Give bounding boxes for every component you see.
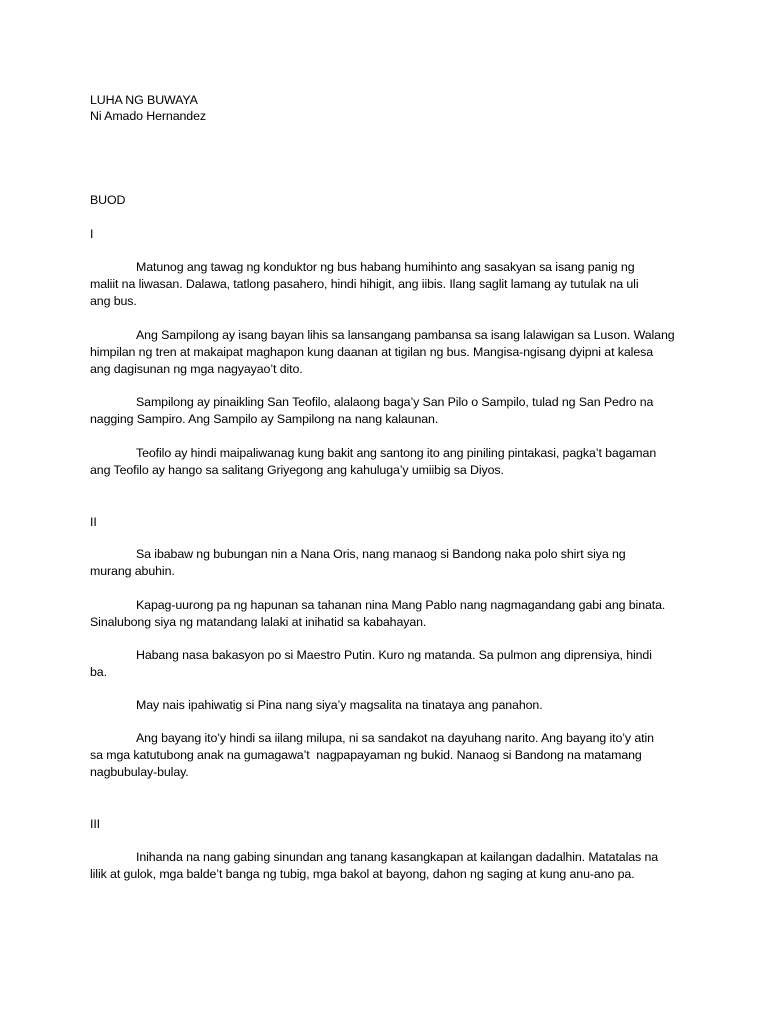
paragraph-2-2 [90, 597, 680, 631]
paragraph-1-3 [90, 394, 680, 428]
paragraph-line: Sinalubong siya ng matandang lalaki at inihatid sa kabahayan. [90, 615, 427, 629]
paragraph-line: Teofilo ay hindi maipaliwanag kung bakit ang santong ito ang piniling pintakasi, pagka’t bagaman [136, 446, 657, 460]
paragraph-line: Sampilong ay pinaikling San Teofilo, alalaong baga’y San Pilo o Sampilo, tulad ng San Pedro na [136, 395, 654, 409]
paragraph-line: nagbubulay-bulay. [90, 765, 189, 779]
paragraph-2-1 [90, 546, 680, 580]
section-numeral-2: II [90, 515, 97, 529]
paragraph-2-4 [90, 697, 680, 714]
paragraph-line: Inihanda na nang gabing sinundan ang tanang kasangkapan at kailangan dadalhin. Matatalas na [136, 850, 659, 864]
paragraph-2-5 [90, 730, 680, 781]
paragraph-1-4 [90, 445, 680, 479]
paragraph-line: ba. [90, 665, 107, 679]
paragraph-line: sa mga katutubong anak na gumagawa’t nagpapayaman ng bukid. Nanaog si Bandong na matamang [90, 748, 642, 762]
paragraph-1-2 [90, 327, 680, 378]
paragraph-3-1 [90, 849, 680, 883]
paragraph-2-3 [90, 647, 680, 681]
summary-heading: BUOD [90, 193, 126, 207]
document-title: LUHA NG BUWAYA [90, 93, 198, 107]
paragraph-line: ang dagisunan ng mga nagyayao’t dito. [90, 362, 303, 376]
paragraph-line: May nais ipahiwatig si Pina nang siya’y magsalita na tinataya ang panahon. [136, 698, 543, 712]
paragraph-line: lilik at gulok, mga balde’t banga ng tubig, mga bakol at bayong, dahon ng saging at kung anu-ano pa. [90, 867, 635, 881]
paragraph-line: Ang bayang ito’y hindi sa iilang milupa, ni sa sandakot na dayuhang narito. Ang bayang ito’y atin [136, 731, 654, 745]
paragraph-line: ang bus. [90, 294, 137, 308]
section-numeral-3: III [90, 817, 101, 831]
author-line: Ni Amado Hernandez [90, 109, 206, 123]
paragraph-line: Kapag-uurong pa ng hapunan sa tahanan nina Mang Pablo nang nagmagandang gabi ang binata. [136, 598, 666, 612]
paragraph-line: Ang Sampilong ay isang bayan lihis sa lansangang pambansa sa isang lalawigan sa Luson. Walang [136, 328, 675, 342]
paragraph-line: maliit na liwasan. Dalawa, tatlong pasahero, hindi hihigit, ang iibis. Ilang saglit lamang ay tutulak na uli [90, 277, 639, 291]
paragraph-line: Matunog ang tawag ng konduktor ng bus habang humihinto ang sasakyan sa isang panig ng [136, 260, 635, 274]
paragraph-line: Habang nasa bakasyon po si Maestro Putin. Kuro ng matanda. Sa pulmon ang diprensiya, hindi [136, 648, 652, 662]
paragraph-line: nagging Sampiro. Ang Sampilo ay Sampilong na nang kalaunan. [90, 412, 439, 426]
paragraph-line: murang abuhin. [90, 564, 175, 578]
paragraph-line: himpilan ng tren at makaipat maghapon kung daanan at tigilan ng bus. Mangisa-ngisang dyipni at kalesa [90, 345, 653, 359]
paragraph-1-1 [90, 259, 680, 310]
paragraph-line: Sa ibabaw ng bubungan nin a Nana Oris, nang manaog si Bandong naka polo shirt siya ng [136, 547, 626, 561]
paragraph-line: ang Teofilo ay hango sa salitang Griyegong ang kahuluga’y umiibig sa Diyos. [90, 463, 504, 477]
section-numeral-1: I [90, 227, 94, 241]
